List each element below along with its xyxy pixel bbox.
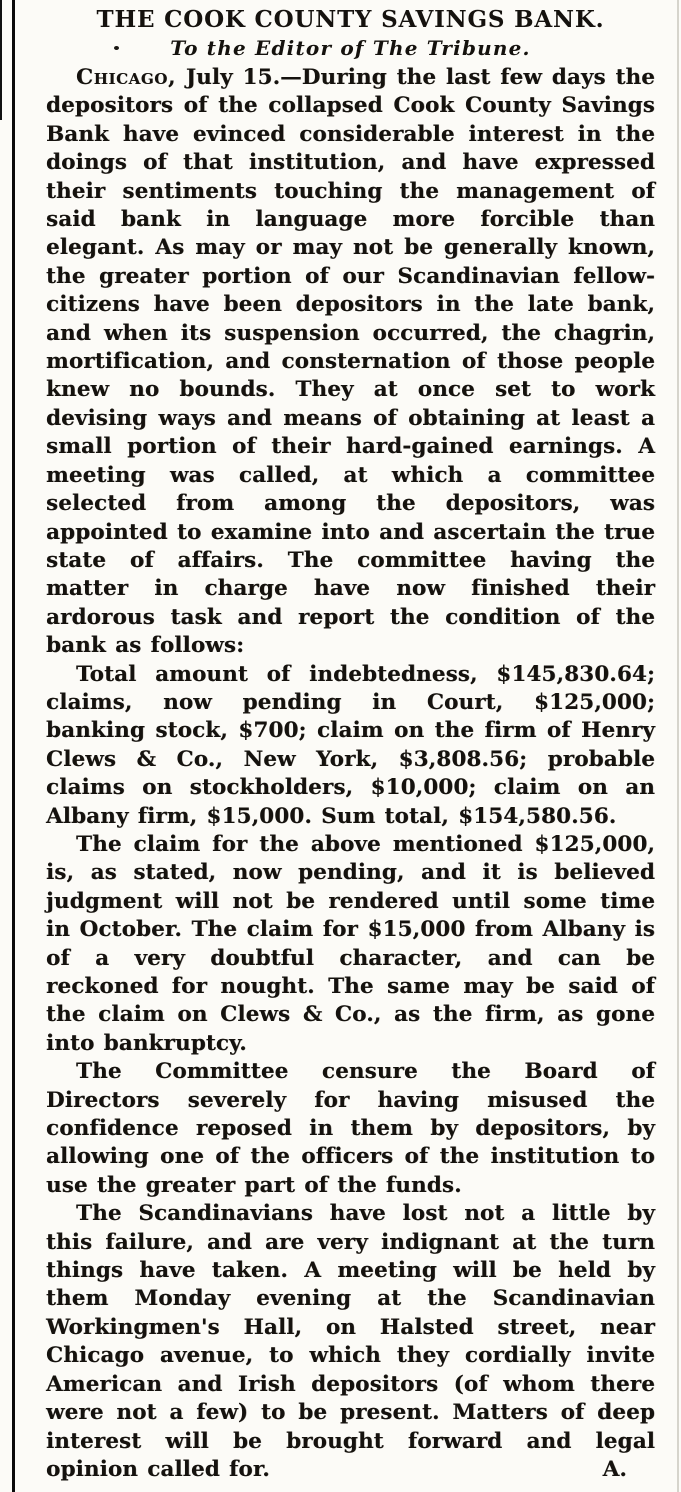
column-rule-fragment	[0, 0, 2, 120]
signature-initial: A.	[602, 1456, 627, 1482]
paragraph-1	[46, 64, 655, 661]
article-column	[46, 6, 655, 1492]
paragraph-4-committee-censure: The Committee censure the Board of Directors severely for having misused the confidence reposed in them by depositors, by allowing one of the officers of the institution to use the greater part of the funds.	[46, 1059, 655, 1198]
paragraph-1-text: July 15.—During the last few days the depositors of the collapsed Cook County Savings Bank have evinced considerable interest in the doings of that institution, and have expressed their sentiments touching the management of said bank in language more forcible than elegant. As may or may not be generally known, the greater portion of our Scandinavian fellow-citizens have been depositors in the late bank, and when its suspension occurred, the chagrin, mortification, and consternation of those people knew no bounds. They at once set to work devising ways and means of obtaining at least a small portion of their hard-gained earnings. A meeting was called, at which a committee selected from among the depositors, was appointed to examine into and ascertain the true state of affairs. The committee having the matter in charge have now finished their ardorous task and report the condition of the bank as follows:	[46, 65, 655, 659]
column-rule-right	[677, 0, 679, 1492]
paragraph-5-text: The Scandinavians have lost not a little by this failure, and are very indignant at the turn things have taken. A meeting will be held by them Monday evening at the Scandinavian Workingmen's Hall, on Halsted street, near Chicago avenue, to which they cordially invite American and Irish depositors (of whom there were not a few) to be present. Matters of deep interest will be brought forward and legal opinion called for.	[46, 1201, 655, 1482]
article-title: THE COOK COUNTY SAVINGS BANK.	[96, 6, 605, 33]
printers-mark-dot	[114, 46, 119, 50]
paragraph-3-claims: The claim for the above mentioned $125,000, is, as stated, now pending, and it is believed judgment will not be rendered until some time in October. The claim for $15,000 from Albany is of a very doubtful character, and can be reckoned for nought. The same may be said of the claim on Clews & Co., as the firm, as gone into bankruptcy.	[46, 831, 655, 1056]
dateline: Chicago,	[76, 65, 177, 90]
column-rule-left	[12, 0, 15, 1492]
article-byline: To the Editor of The Tribune.	[170, 36, 531, 60]
paragraph-2-bank-figures: Total amount of indebtedness, $145,830.64; claims, now pending in Court, $125,000; banking stock, $700; claim on the firm of Henry Clews & Co., New York, $3,808.56; probable claims on stockholders, $10,000; claim on an Albany firm, $15,000. Sum total, $154,580.56.	[46, 661, 655, 829]
byline-row	[46, 35, 655, 61]
paragraph-5-meeting	[46, 1200, 655, 1484]
